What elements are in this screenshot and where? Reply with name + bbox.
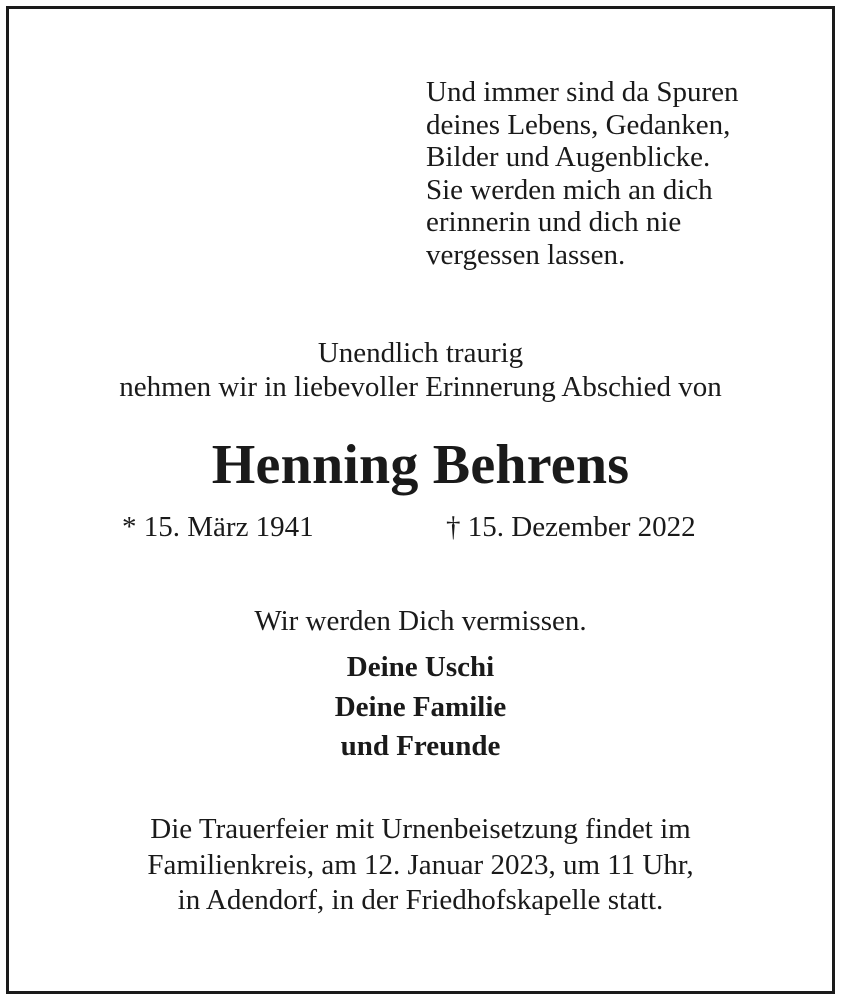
signer-name: Deine Uschi	[346, 651, 495, 683]
deceased-name: Henning Behrens	[211, 434, 630, 496]
poem-line: deines Lebens, Gedanken,	[426, 108, 731, 141]
signer-name: und Freunde	[340, 730, 501, 762]
signers-block	[0, 648, 841, 767]
poem-line: erinnerin und dich nie	[426, 206, 682, 238]
funeral-service-info	[0, 812, 841, 919]
signer-name: Deine Familie	[334, 690, 507, 723]
service-line: Die Trauerfeier mit Urnenbeisetzung findet im	[150, 813, 691, 845]
closing-line: Wir werden Dich vermissen.	[254, 605, 587, 637]
poem-line: vergessen lassen.	[426, 238, 626, 271]
intro-line-1: Unendlich traurig	[317, 337, 524, 369]
service-line: in Adendorf, in der Friedhofskapelle statt.	[177, 884, 664, 916]
birth-date: * 15. März 1941	[122, 511, 314, 543]
death-date: † 15. Dezember 2022	[446, 511, 696, 543]
memorial-poem	[426, 76, 739, 271]
intro-line-2: nehmen wir in liebevoller Erinnerung Abschied von	[119, 371, 722, 403]
poem-line: Bilder und Augenblicke.	[426, 141, 711, 173]
poem-line: Sie werden mich an dich	[426, 173, 713, 206]
service-line: Familienkreis, am 12. Januar 2023, um 11 Uhr,	[147, 848, 694, 881]
intro-text	[0, 336, 841, 404]
poem-line: Und immer sind da Spuren	[426, 76, 739, 108]
